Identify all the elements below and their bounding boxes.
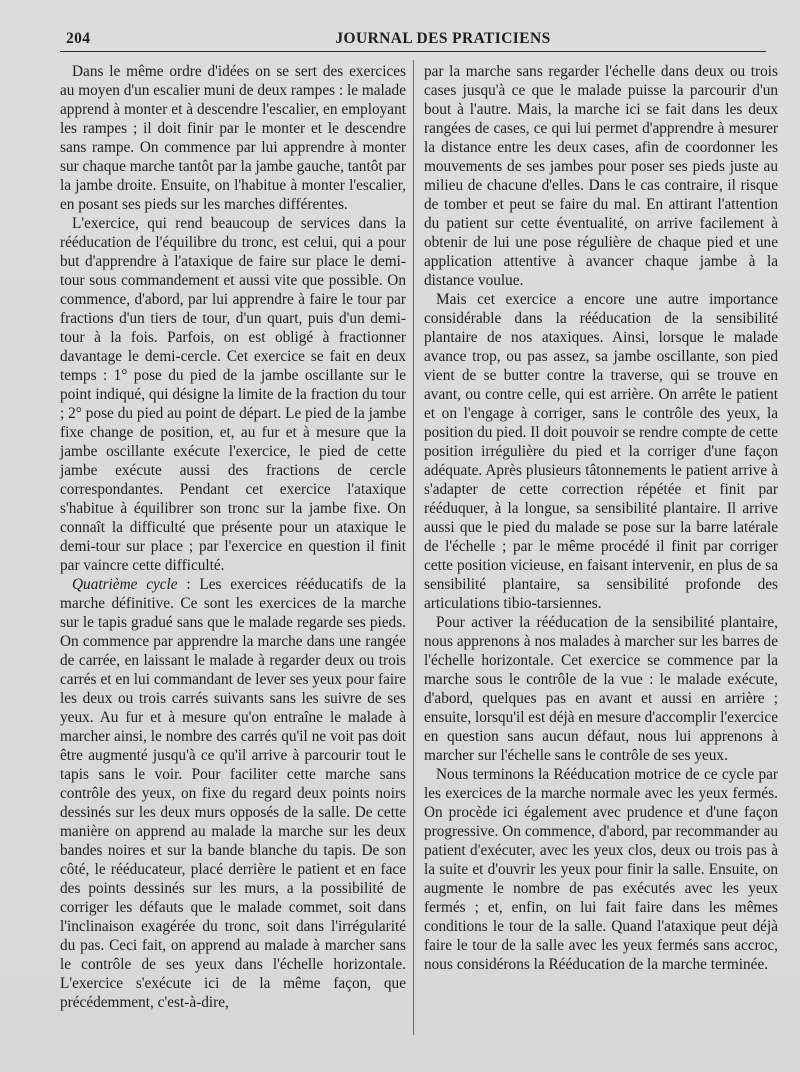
paragraph: par la marche sans regarder l'échelle dans deux ou trois cases jusqu'à ce que le malade puisse la parcourir d'un bout à l'autre. Mais, la marche ici se fait dans les deux rangées de cases, ce qui lui permet d'apprendre à mesurer la distance entre les deux cases, afin de coordonner les mouvements de ses jambes pour poser ses pieds juste au milieu de chacune d'elles. Dans le cas contraire, il risque de tomber et peut se faire du mal. En attirant l'attention du patient sur cette éventualité, on arrive facilement à obtenir de lui une pose régulière de chaque pied et une application attentive à avancer chaque jambe à la distance voulue. <box>424 63 778 289</box>
section-lead: Quatrième cycle <box>72 576 178 593</box>
paragraph: Dans le même ordre d'idées on se sert des exercices au moyen d'un escalier muni de deux rampes : le malade apprend à monter et à descendre l'escalier, en employant les rampes ; il doit finir par le monter et le descendre sans rampe. On commence par lui apprendre à monter sur chaque marche tantôt par la jambe gauche, tantôt par la jambe droite. Ensuite, on l'habitue à monter l'escalier, en posant ses pieds sur les marches différentes. <box>60 63 406 213</box>
running-title: JOURNAL DES PRATICIENS <box>335 30 551 47</box>
paragraph <box>60 575 406 1012</box>
header-rule <box>60 51 766 52</box>
paragraph: Mais cet exercice a encore une autre importance considérable dans la rééducation de la sensibilité plantaire de nos ataxiques. Ainsi, lorsque le malade avance trop, ou pas assez, sa jambe oscillante, son pied vient de se butter contre la traverse, qui se trouve en avant, ou contre celle, qui est arrière. On arrête le patient et on l'engage à corriger, sans le contrôle des yeux, la position du pied. Il doit pouvoir se rendre compte de cette position irrégulière du pied et la corriger d'une façon adéquate. Après plusieurs tâtonnements le patient arrive à s'adapter de cette correction répétée et finit par rééduquer, à la longue, sa sensibilité plantaire. Il arrive aussi que le pied du malade se pose sur la barre latérale de l'échelle ; par le même procédé il finit par corriger cette position vicieuse, en faisant intervenir, en plus de sa sensibilité plantaire, sa sensibilité profonde des articulations tibio-tarsiennes. <box>424 291 778 612</box>
page-number: 204 <box>66 30 91 47</box>
paragraph: Pour activer la rééducation de la sensibilité plantaire, nous apprenons à nos malades à marcher sur les barres de l'échelle horizontale. Cet exercice se commence par la marche sous le contrôle de la vue : le malade exécute, d'abord, quelques pas en avant et aussi en arrière ; ensuite, lorsqu'il est déjà en mesure d'accomplir l'exercice en question sans aucun défaut, nous lui apprenons à marcher sur l'échelle sans le contrôle de ses yeux. <box>424 614 779 764</box>
left-column <box>60 62 406 1012</box>
paragraph: L'exercice, qui rend beaucoup de services dans la rééducation de l'équilibre du tronc, est celui, qui a pour but d'apprendre à l'ataxique de faire sur place le demi-tour sous commandement et aussi vite que possible. On commence, d'abord, par lui apprendre à faire le tour par fractions d'un tiers de tour, d'un quart, puis d'un demi-tour à la fois. Parfois, on est obligé à fractionner davantage le demi-cercle. Cet exercice se fait en deux temps : 1° pose du pied de la jambe oscillante sur le point indiqué, qui désigne la limite de la fraction du tour ; 2° pose du pied au point de départ. Le pied de la jambe fixe change de position, et, au fur et à mesure que la jambe oscillante exécute l'exercice, le pied de cette jambe exécute aussi des fractions de cercle correspondantes. Pendant cet exercice l'ataxique s'habitue à équilibrer son tronc sur la jambe fixe. On connaît la difficulté que présente pour un ataxique le demi-tour sur place ; par l'exercice en question il finit par vaincre cette difficulté. <box>60 215 406 574</box>
right-column <box>424 62 778 974</box>
page-header <box>60 26 766 52</box>
paragraph-text: : Les exercices rééducatifs de la marche définitive. Ce sont les exercices de la marche sur le tapis gradué sans que le malade regarde ses pieds. On commence par apprendre la marche dans une rangée de carrée, en laissant le malade à regarder deux ou trois carrés et en lui commandant de lever ses yeux pour faire les deux ou trois carrés suivants sans les suivre de ses yeux. Au fur et à mesure qu'on entraîne le malade à marcher ainsi, le nombre des carrés qu'il ne voit pas doit être augmenté jusqu'à ce qu'il arrive à parcourir tout le tapis sans le voir. Pour faciliter cette marche sans contrôle des yeux, on fixe du regard deux points noirs dessinés sur les deux murs opposés de la salle. De cette manière on apprend au malade la marche sur les deux bandes noires et sur la bande blanche du tapis. De son côté, le rééducateur, placé derrière le patient et en face des points dessinés sur les murs, a la possibilité de corriger les défauts que le malade commet, soit dans l'inclinaison exagérée du tronc, soit dans l'irrégularité du pas. Ceci fait, on apprend au malade à marcher sans le contrôle de ses yeux dans l'échelle horizontale. L'exercice s'exécute ici de la même façon, que précédemment, c'est-à-dire, <box>60 576 407 1011</box>
paragraph: Nous terminons la Rééducation motrice de ce cycle par les exercices de la marche normale avec les yeux fermés. On procède ici également avec prudence et d'une façon progressive. On commence, d'abord, par recommander au patient d'exécuter, avec les yeux clos, deux ou trois pas à la suite et d'ouvrir les yeux pour finir la salle. Ensuite, on augmente le nombre de pas exécutés avec les yeux fermés ; et, enfin, on lui fait faire dans les mêmes conditions le tour de la salle. Quand l'ataxique peut déjà faire le tour de la salle avec les yeux fermés sans accroc, nous considérons la Rééducation de la marche terminée. <box>424 766 778 973</box>
column-divider <box>413 60 414 1035</box>
